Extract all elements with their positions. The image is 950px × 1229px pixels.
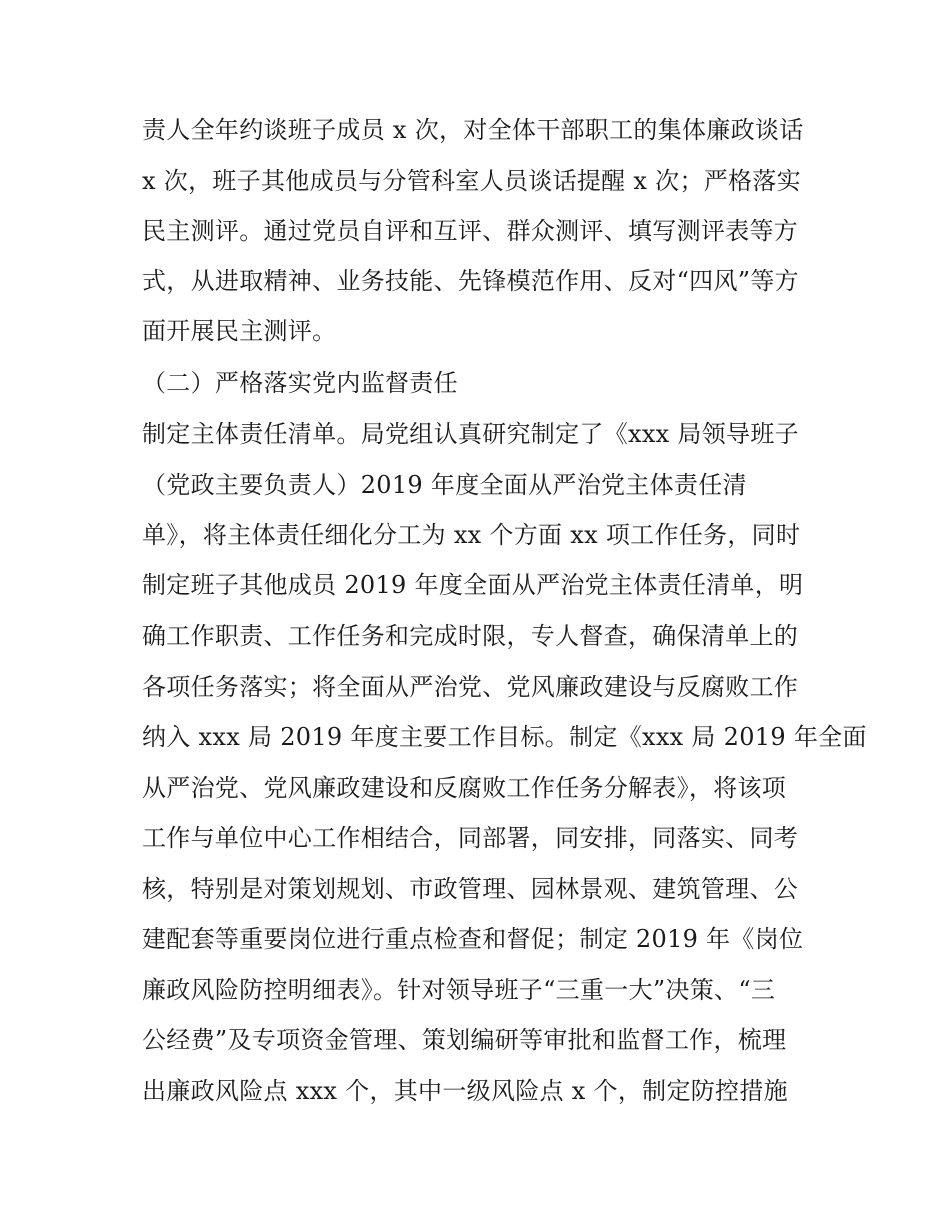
text-line: （党政主要负责人）2019 年度全面从严治党主体责任清 xyxy=(142,471,747,499)
text-line: 纳入 xxx 局 2019 年度主要工作目标。制定《xxx 局 2019 年全面 xyxy=(142,723,867,751)
text-line: 公经费”及专项资金管理、策划编研等审批和监督工作，梳理 xyxy=(142,1026,787,1054)
text-line: 核，特别是对策划规划、市政管理、园林景观、建筑管理、公 xyxy=(142,875,799,903)
section-heading: （二）严格落实党内监督责任 xyxy=(142,369,458,397)
text-line: 从严治党、党风廉政建设和反腐败工作任务分解表》，将该项 xyxy=(142,774,787,802)
text-line: 出廉政风险点 xxx 个，其中一级风险点 x 个，制定防控措施 xyxy=(142,1077,788,1105)
text-line: 工作与单位中心工作相结合，同部署，同安排，同落实、同考 xyxy=(142,824,799,852)
text-line: 建配套等重要岗位进行重点检查和督促；制定 2019 年《岗位 xyxy=(142,925,804,953)
text-line: 责人全年约谈班子成员 x 次，对全体干部职工的集体廉政谈话 xyxy=(142,116,804,144)
text-line: 面开展民主测评。 xyxy=(142,317,337,345)
text-line: 廉政风险防控明细表》。针对领导班子“三重一大”决策、“三 xyxy=(142,976,776,1004)
text-line: 式，从进取精神、业务技能、先锋模范作用、反对“四风”等方 xyxy=(142,267,799,295)
text-line: 单》，将主体责任细化分工为 xx 个方面 xx 项工作任务，同时 xyxy=(142,521,801,549)
text-line: 民主测评。通过党员自评和互评、群众测评、填写测评表等方 xyxy=(142,217,799,245)
text-line: 确工作职责、工作任务和完成时限，专人督查，确保清单上的 xyxy=(142,622,799,650)
text-line: 制定主体责任清单。局党组认真研究制定了《xxx 局领导班子 xyxy=(142,420,799,448)
text-line: x 次，班子其他成员与分管科室人员谈话提醒 x 次；严格落实 xyxy=(142,167,801,195)
text-line: 制定班子其他成员 2019 年度全面从严治党主体责任清单，明 xyxy=(142,571,804,599)
text-line: 各项任务落实；将全面从严治党、党风廉政建设与反腐败工作 xyxy=(142,673,799,701)
